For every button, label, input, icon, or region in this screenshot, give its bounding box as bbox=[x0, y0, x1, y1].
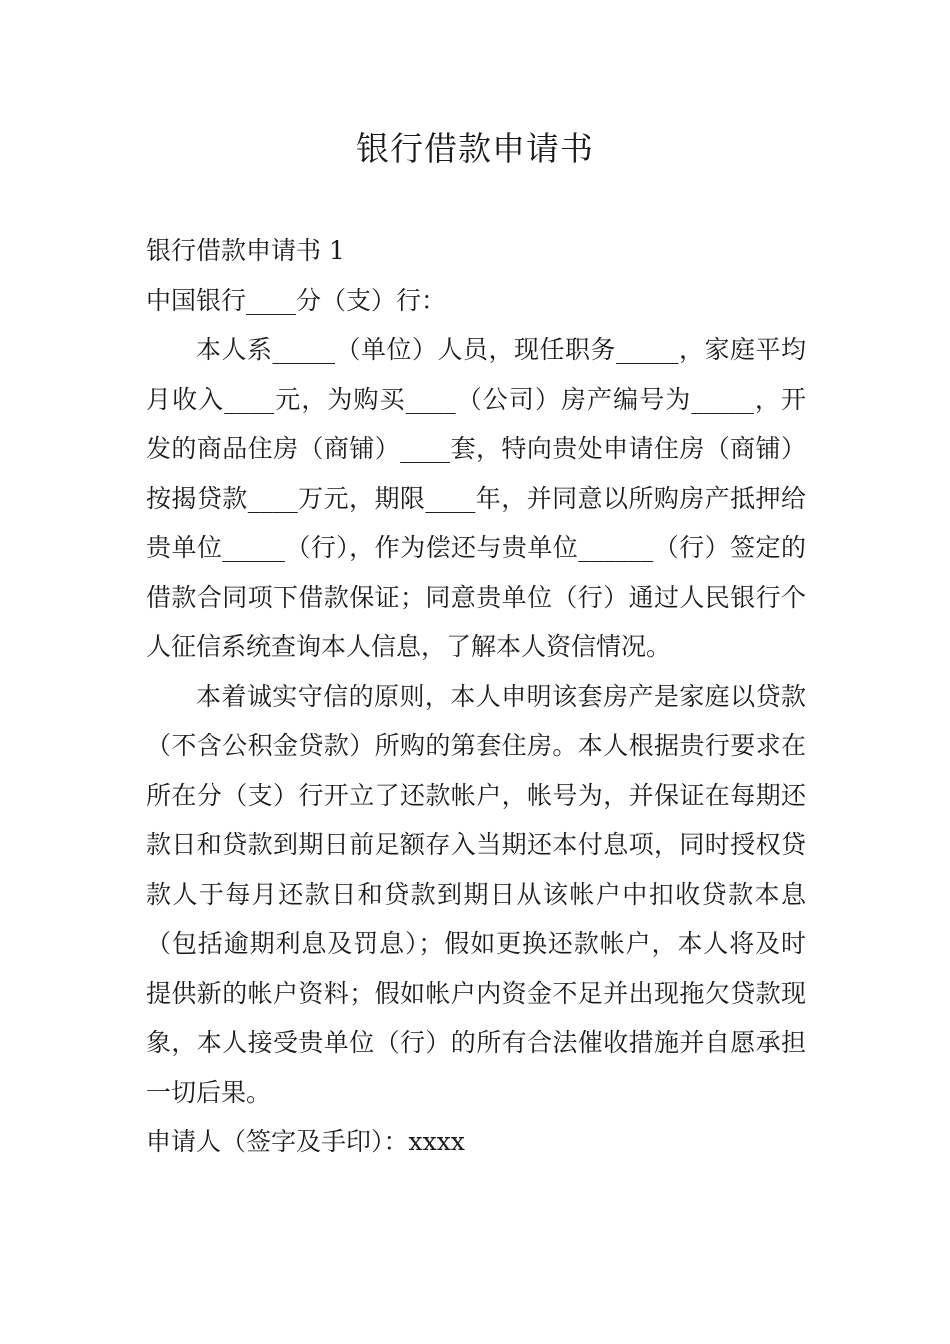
salutation: 中国银行____分（支）行： bbox=[146, 285, 447, 315]
body-paragraph: 本着诚实守信的原则，本人申明该套房产是家庭以贷款（不含公积金贷款）所购的第套住房。本人根据贵行要求在所在分（支）行开立了还款帐户，帐号为，并保证在每期还款日和贷款到期日前足额存入当期还本付息项，同时授权贷款人于每月还款日和贷款到期日从该帐户中扣收贷款本息（包括逾期利息及罚息）；假如更换还款帐户，本人将及时提供新的帐户资料；假如帐户内资金不足并出现拖欠贷款现象，本人接受贵单位（行）的所有合法催收措施并自愿承担一切后果。 bbox=[146, 681, 806, 1107]
signature-line: 申请人（签字及手印）：xxxx bbox=[146, 1127, 465, 1156]
body-paragraph: 本人系_____（单位）人员，现任职务_____，家庭平均月收入____元，为购买____（公司）房产编号为_____，开发的商品住房（商铺）____套，特向贵处申请住房（商铺）按揭贷款____万元，期限____年，并同意以所购房产抵押给贵单位_____（行），作为偿还与贵单位______（行）签定的借款合同项下借款保证；同意贵单位（行）通过人民银行个人征信系统查询本人信息，了解本人资信情况。 bbox=[146, 335, 806, 661]
document-subtitle: 银行借款申请书 1 bbox=[146, 236, 345, 265]
page-title: 银行借款申请书 bbox=[356, 129, 594, 168]
document-body bbox=[146, 226, 806, 1167]
